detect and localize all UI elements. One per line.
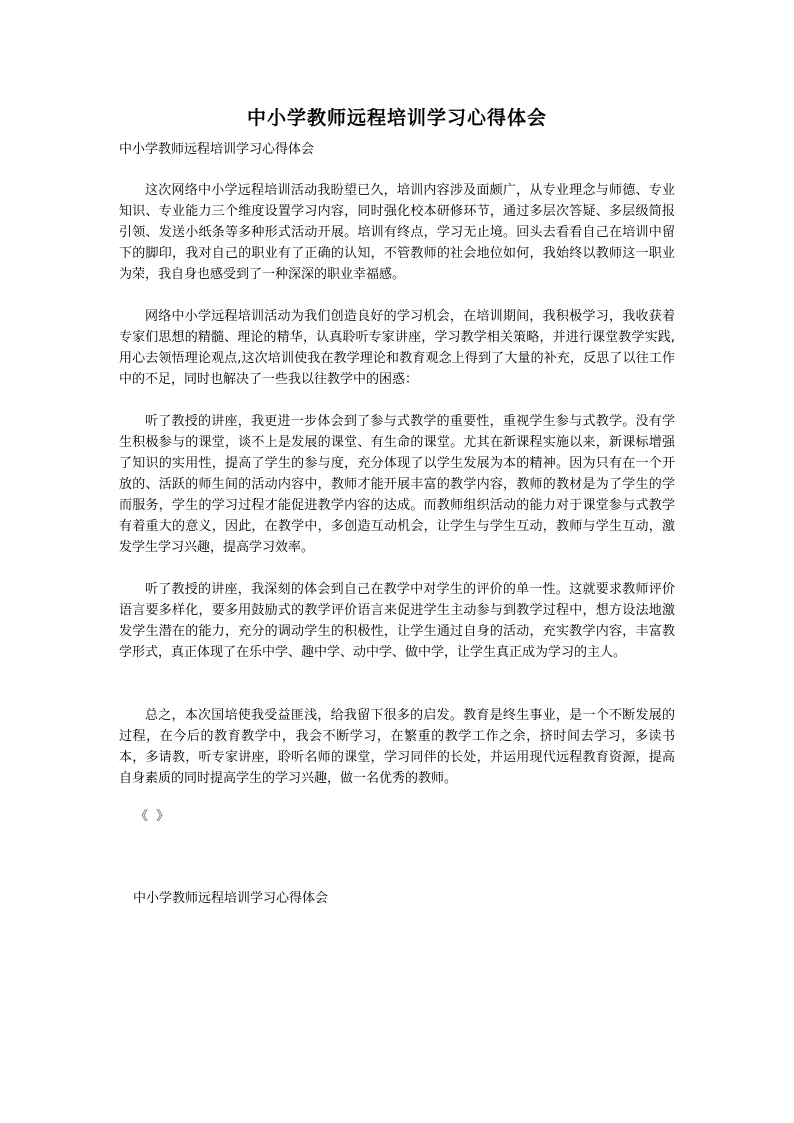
footer-title: 中小学教师远程培训学习心得体会: [133, 891, 329, 906]
document-subtitle: 中小学教师远程培训学习心得体会: [119, 142, 315, 157]
empty-book-title-brackets: 《 》: [135, 809, 172, 824]
paragraph-4: 听了教授的讲座，我深刻的体会到自己在教学中对学生的评价的单一性。这就要求教师评价语言要多样化，要多用鼓励式的教学评价语言来促进学生主动参与到教学过程中，想方设法地激发学生潜在的能力，充分的调动学生的积极性，让学生通过自身的活动，充实教学内容，丰富教学形式，真正体现了在乐中学、趣中学、动中学、做中学，让学生真正成为学习的主人。: [119, 582, 675, 660]
paragraph-5: 总之，本次国培使我受益匪浅，给我留下很多的启发。教育是终生事业，是一个不断发展的过程，在今后的教育教学中，我会不断学习，在繁重的教学工作之余，挤时间去学习，多读书本，多请教，听专家讲座，聆听名师的课堂，学习同伴的长处，并运用现代远程教育资源，提高自身素质的同时提高学生的学习兴趣，做一名优秀的教师。: [119, 708, 675, 786]
paragraph-1: 这次网络中小学远程培训活动我盼望已久，培训内容涉及面颇广，从专业理念与师德、专业知识、专业能力三个维度设置学习内容，同时强化校本研修环节，通过多层次答疑、多层级简报引领、发送小纸条等多种形式活动开展。培训有终点，学习无止境。回头去看看自己在培训中留下的脚印，我对自己的职业有了正确的认知，不管教师的社会地位如何，我始终以教师这一职业为荣，我自身也感受到了一种深深的职业幸福感。: [119, 183, 675, 282]
document-title: 中小学教师远程培训学习心得体会: [246, 107, 547, 129]
paragraph-2: 网络中小学远程培训活动为我们创造良好的学习机会，在培训期间，我积极学习，我收获着专家们思想的精髓、理论的精华，认真聆听专家讲座，学习教学相关策略，并进行课堂教学实践,用心去领悟理论观点,这次培训使我在教学理论和教育观念上得到了大量的补充，反思了以往工作中的不足，同时也解决了一些我以往教学中的困惑：: [119, 309, 675, 387]
paragraph-3: 听了教授的讲座，我更进一步体会到了参与式教学的重要性，重视学生参与式教学。没有学生积极参与的课堂，谈不上是发展的课堂、有生命的课堂。尤其在新课程实施以来，新课标增强了知识的实用性，提高了学生的参与度，充分体现了以学生发展为本的精神。因为只有在一个开放的、活跃的师生间的活动内容中，教师才能开展丰富的教学内容，教师的教材是为了学生的学而服务，学生的学习过程才能促进教学内容的达成。而教师组织活动的能力对于课堂参与式教学有着重大的意义，因此，在教学中，多创造互动机会，让学生与学生互动，教师与学生互动，激发学生学习兴趣，提高学习效率。: [119, 414, 675, 555]
